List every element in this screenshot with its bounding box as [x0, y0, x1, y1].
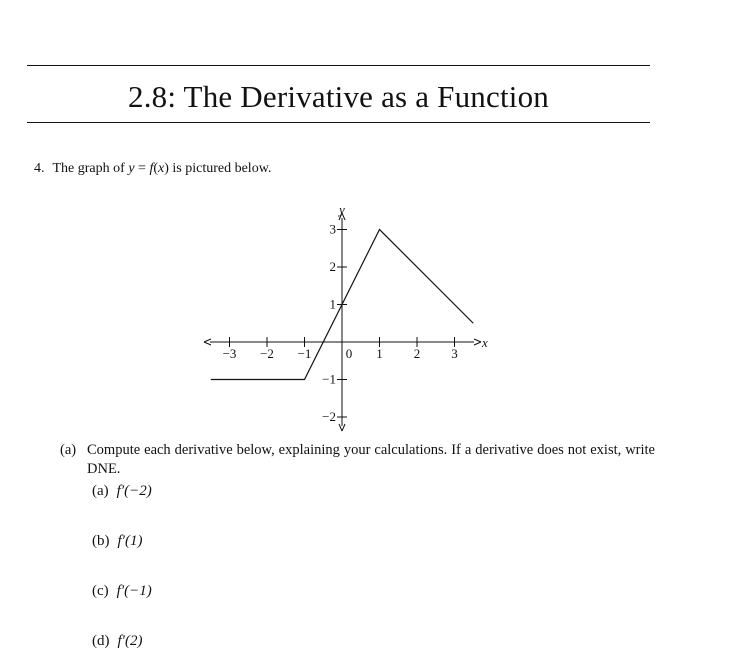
x-tick-label: 0 [345, 346, 353, 361]
axes-group [204, 213, 481, 431]
y-tick-label: 2 [329, 259, 336, 274]
part-a-label: (a) [60, 442, 77, 458]
part-a-instructions: Compute each derivative below, explaining your calculations. If a derivative does not exist, write DNE. [87, 442, 655, 477]
y-axis-label: y [339, 202, 345, 217]
equation-f: f [149, 161, 154, 176]
subpart-d [92, 633, 142, 650]
x-tick-label: 1 [376, 346, 383, 361]
subpart-expression: f′(−1) [116, 583, 152, 599]
subpart-expression: f′(2) [117, 633, 143, 649]
x-tick-label: 3 [451, 346, 458, 361]
y-tick-label: −1 [322, 371, 336, 387]
subpart-label: (b) [92, 533, 110, 549]
x-tick-label: −3 [222, 346, 237, 361]
x-tick-label: −1 [297, 346, 312, 361]
x-axis-label: x [482, 335, 488, 350]
equation-close-paren: ) [164, 161, 169, 176]
tick-labels-group [223, 202, 488, 424]
subpart-expression: f′(1) [117, 533, 143, 549]
equation-x: x [158, 161, 165, 176]
equation-open-paren: ( [153, 161, 158, 176]
subpart-b [92, 533, 142, 550]
part-a [60, 441, 655, 479]
x-tick-label: 2 [413, 346, 421, 361]
problem-number: 4. [34, 161, 45, 176]
x-tick-label: −2 [260, 346, 274, 361]
equation-y: y [128, 161, 135, 176]
subpart-label: (a) [92, 483, 109, 499]
y-tick-label: 3 [329, 221, 336, 237]
y-tick-label: 1 [329, 296, 336, 312]
subpart-label: (d) [92, 633, 110, 649]
problem-text-before: The graph of [52, 161, 129, 176]
section-title: 2.8: The Derivative as a Function [128, 79, 549, 114]
subpart-expression: f′(−2) [116, 483, 152, 499]
subpart-a [92, 483, 152, 500]
subpart-c [92, 583, 152, 600]
subpart-label: (c) [92, 583, 109, 599]
x-axis-arrow-left [204, 339, 211, 345]
equation-equals: = [134, 161, 150, 176]
problem-text-after: is pictured below. [168, 161, 272, 176]
y-tick-label: −2 [322, 409, 336, 424]
x-axis-arrow-right [474, 339, 481, 345]
